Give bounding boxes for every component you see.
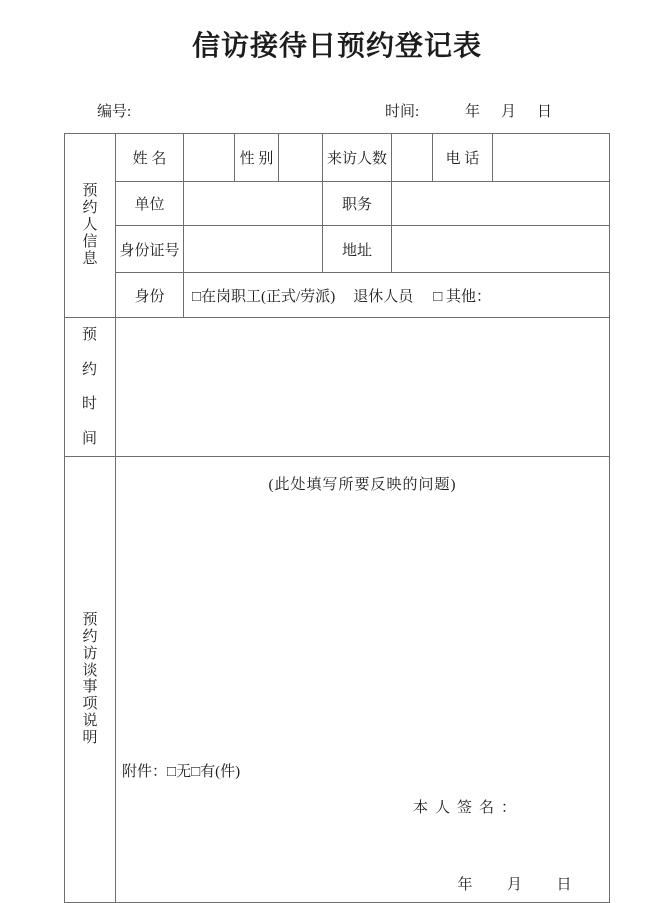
unit-field[interactable] (184, 182, 323, 226)
statement-field[interactable] (116, 457, 610, 903)
identity-label: 身份 (116, 273, 184, 318)
visitors-label: 来访人数 (323, 134, 392, 182)
identity-option-retired[interactable]: 退休人员 (353, 288, 414, 305)
statement-section-label-cell (65, 457, 116, 903)
position-field[interactable] (392, 182, 610, 226)
signature-label: 本人签名： (413, 800, 524, 816)
header-date-line: 年 月 日 (465, 104, 556, 120)
gender-label: 性 别 (235, 134, 279, 182)
appointment-time-label-cell (65, 318, 116, 457)
identity-option-other[interactable]: □ 其他： (433, 288, 492, 305)
visitors-field[interactable] (392, 134, 433, 182)
applicant-section-label: 预约人信息 (82, 183, 98, 267)
statement-section-label: 预约访谈事项说明 (82, 612, 98, 746)
name-label: 姓 名 (116, 134, 184, 182)
position-label: 职务 (323, 182, 392, 226)
applicant-section-label-cell (65, 134, 116, 318)
id-number-field[interactable] (184, 226, 323, 273)
attachment-none-checkbox[interactable]: □无 (167, 764, 192, 780)
statement-hint: (此处填写所要反映的问题) (268, 477, 457, 493)
address-label: 地址 (323, 226, 392, 273)
id-number-label: 身份证号 (116, 226, 184, 273)
appointment-time-field[interactable] (116, 318, 610, 457)
number-label: 编号: (97, 104, 132, 120)
attachment-has-checkbox[interactable]: □有(件) (191, 764, 241, 780)
attachment-label: 附件： (122, 764, 168, 780)
phone-label: 电 话 (433, 134, 493, 182)
registration-table (64, 133, 610, 903)
appointment-time-label: 预约时间 (81, 327, 98, 447)
unit-label: 单位 (116, 182, 184, 226)
address-field[interactable] (392, 226, 610, 273)
time-label: 时间: (385, 104, 420, 120)
gender-field[interactable] (279, 134, 323, 182)
name-field[interactable] (184, 134, 235, 182)
bottom-date-line: 年 月 日 (457, 877, 573, 893)
page-title: 信访接待日预约登记表 (191, 31, 482, 62)
identity-options-cell (184, 273, 610, 318)
identity-option-on-duty[interactable]: □在岗职工(正式/劳派) (192, 288, 336, 305)
phone-field[interactable] (493, 134, 610, 182)
attachment-line (122, 760, 240, 781)
